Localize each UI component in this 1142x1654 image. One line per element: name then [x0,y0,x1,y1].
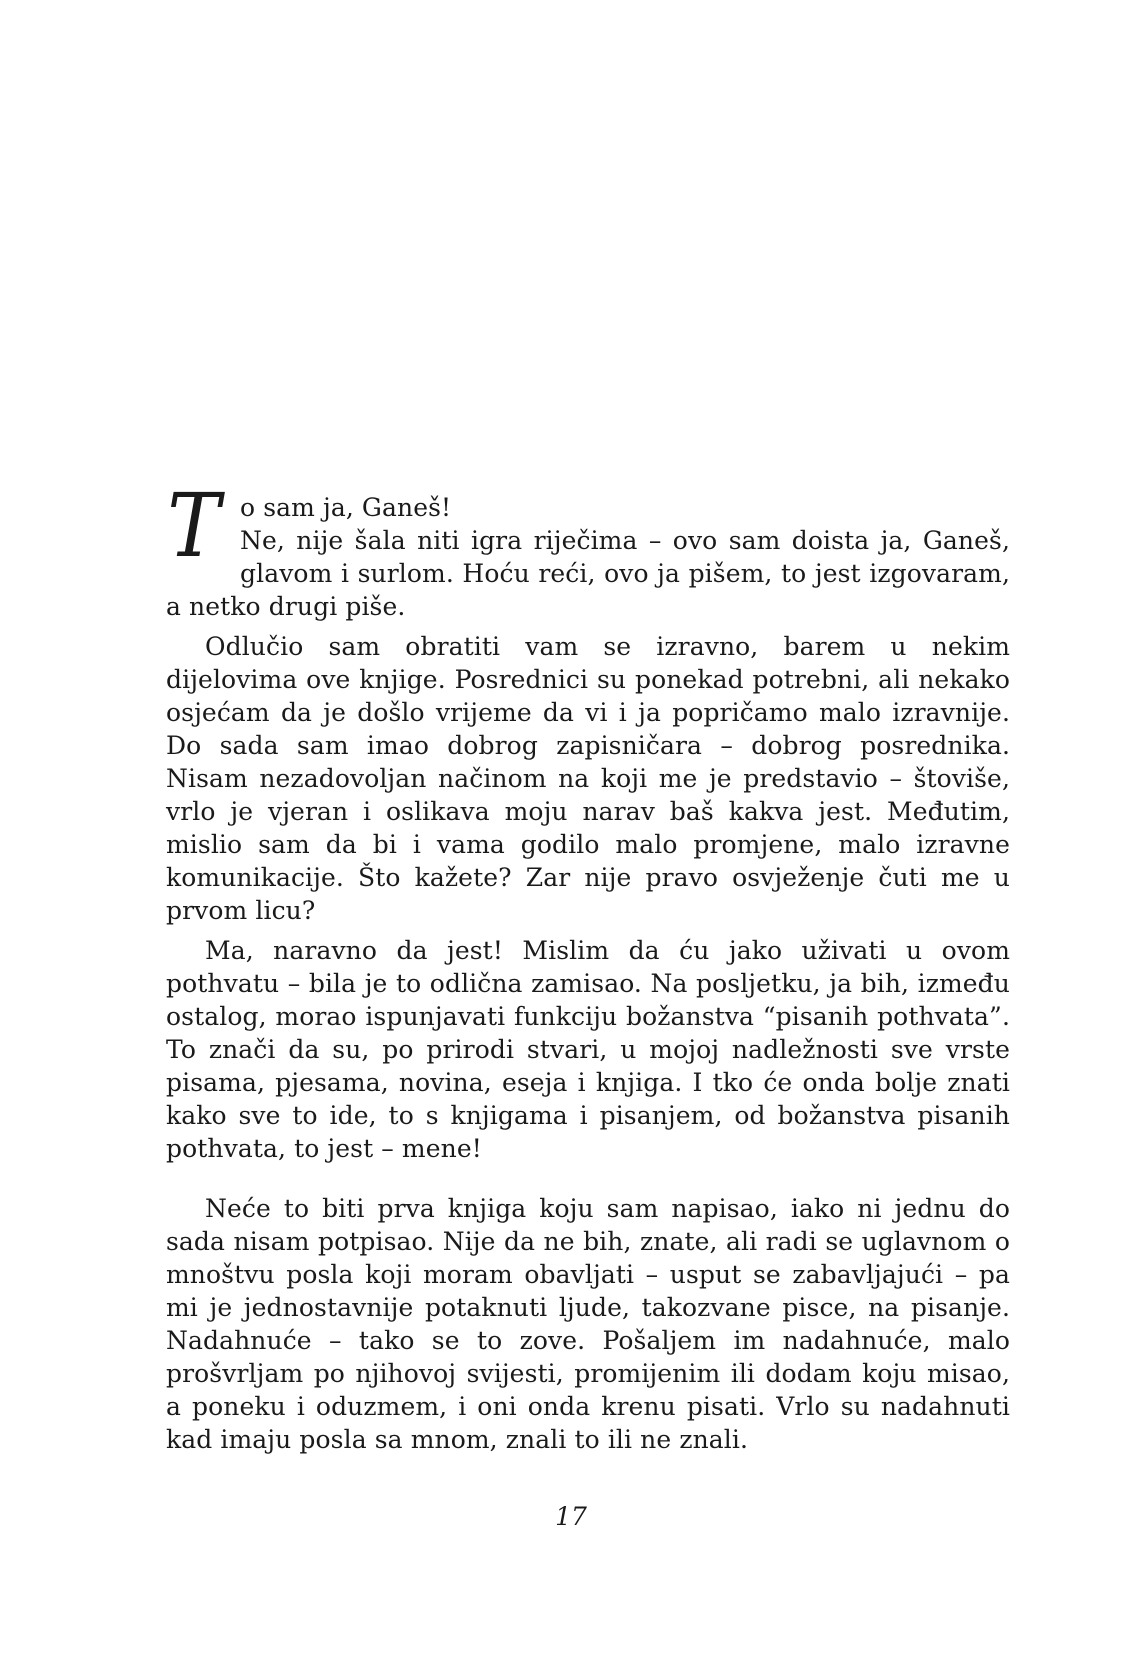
page-number: 17 [555,1502,587,1531]
drop-cap: T [167,474,221,577]
paragraph-2: Odlučio sam obratiti vam se izravno, barem u nekim dijelovima ove knjige. Posrednici su ponekad potrebni, ali nekako osjećam da je došlo vrijeme da vi i ja popričamo malo izravnije. Do sada sam imao dobrog zapisničara – dobrog posrednika. Nisam nezadovoljan načinom na koji me je predstavio – štoviše, vrlo je vjeran i oslikava moju narav baš kakva jest. Međutim, mislio sam da bi i vama godilo malo promjene, malo izravne komunikacije. Što kažete? Zar nije pravo osvježenje čuti me u prvom licu? [166,632,1010,925]
paragraph-4: Neće to biti prva knjiga koju sam napisao, iako ni jednu do sada nisam potpisao. Nije da ne bih, znate, ali radi se uglavnom o mnoštvu posla koji moram obavljati – usput se zabavljajući – pa mi je jednostavnije potaknuti ljude, takozvane pisce, na pisanje. Nadahnuće – tako se to zove. Pošaljem im nadahnuće, malo prošvrljam po njihovoj svijesti, promijenim ili dodam koju misao, a poneku i oduzmem, i oni onda krenu pisati. Vrlo su nadahnuti kad imaju posla sa mnom, znali to ili ne znali. [166,1194,1010,1454]
opening-paragraph-rest: Ne, nije šala niti igra riječima – ovo sam doista ja, Ganeš, glavom i surlom. Hoću reći, ovo ja pišem, to jest izgovaram, a netko drugi piše. [166,526,1010,621]
opening-paragraph [166,474,1010,623]
opening-line: o sam ja, Ganeš! [240,493,452,522]
body-text [166,474,1010,1463]
paragraph-3: Ma, naravno da jest! Mislim da ću jako uživati u ovom pothvatu – bila je to odlična zamisao. Na posljetku, ja bih, između ostalog, morao ispunjavati funkciju božanstva “pisanih pothvata”. To znači da su, po prirodi stvari, u mojoj nadležnosti sve vrste pisama, pjesama, novina, eseja i knjiga. I tko će onda bolje znati kako sve to ide, to s knjigama i pisanjem, od božanstva pisanih pothvata, to jest – mene! [166,936,1010,1163]
